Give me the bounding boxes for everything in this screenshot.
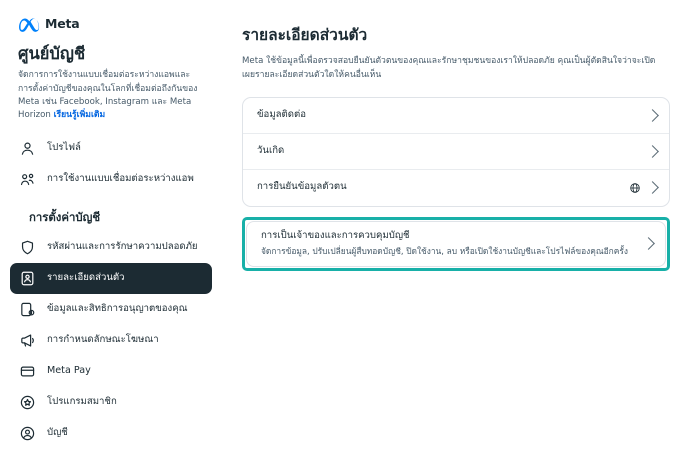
- chevron-right-icon: [646, 181, 659, 194]
- sidebar: [0, 0, 222, 439]
- globe-icon: [629, 182, 641, 194]
- sidebar-item-meta-pay[interactable]: [10, 356, 212, 387]
- sidebar-item-ad-preferences[interactable]: [10, 325, 212, 356]
- row-title: การเป็นเจ้าของและการควบคุมบัญชี: [261, 229, 410, 241]
- page-title: รายละเอียดส่วนตัว: [242, 26, 368, 44]
- sidebar-item-label: โปรไฟล์: [47, 142, 81, 154]
- sidebar-primary-nav: [0, 133, 222, 449]
- row-texts: [257, 145, 640, 158]
- row-right: [644, 239, 653, 248]
- sidebar-description-text: จัดการการใช้งานแบบเชื่อมต่อระหว่างแอพและการตั้งค่าบัญชีของคุณในโลกที่เชื่อมต่อถึงกันของ Meta เช่น Facebook, Instagram และ Meta Horizon: [18, 70, 198, 121]
- sidebar-item-label: ข้อมูลและสิทธิการอนุญาตของคุณ: [47, 303, 188, 315]
- chevron-right-icon: [646, 109, 659, 122]
- chevron-right-icon: [646, 145, 659, 158]
- sidebar-title: ศูนย์บัญชี: [18, 44, 86, 63]
- sidebar-item-password-security[interactable]: [10, 232, 212, 263]
- brand-logo: [0, 12, 222, 37]
- person-icon: [19, 140, 36, 157]
- row-contact-info[interactable]: [243, 98, 669, 134]
- meta-infinity-icon: [18, 17, 40, 31]
- row-texts: [261, 230, 636, 258]
- row-texts: [257, 109, 640, 122]
- row-birthday[interactable]: [243, 134, 669, 170]
- main-content: [222, 0, 700, 406]
- sidebar-item-your-information-permissions[interactable]: [10, 294, 212, 325]
- row-texts: [257, 181, 621, 194]
- personal-details-card: [242, 97, 670, 207]
- sidebar-description: [0, 67, 222, 132]
- learn-more-link[interactable]: เรียนรู้เพิ่มเติม: [53, 110, 106, 121]
- row-subtitle: จัดการข้อมูล, ปรับเปลี่ยนผู้สืบทอดบัญชี, ปิดใช้งาน, ลบ หรือเปิดใช้งานบัญชีและโปรไฟล์ของคุณอีกครั้ง: [261, 245, 628, 256]
- row-title: วันเกิด: [257, 144, 285, 156]
- brand-name: Meta: [45, 16, 80, 31]
- row-account-ownership-and-control[interactable]: [247, 222, 665, 266]
- megaphone-icon: [19, 332, 36, 349]
- row-right: [629, 182, 657, 194]
- sidebar-item-label: การกำหนดลักษณะโฆษณา: [47, 334, 159, 346]
- data-permissions-icon: [19, 301, 36, 318]
- connected-apps-icon: [19, 171, 36, 188]
- account-ownership-highlight: [242, 217, 670, 271]
- row-identity-confirmation[interactable]: [243, 170, 669, 206]
- sidebar-item-label: รหัสผ่านและการรักษาความปลอดภัย: [47, 241, 198, 253]
- sidebar-item-label: การใช้งานแบบเชื่อมต่อระหว่างแอพ: [47, 173, 194, 185]
- sidebar-item-label: Meta Pay: [47, 365, 91, 377]
- shield-icon: [19, 239, 36, 256]
- star-badge-icon: [19, 394, 36, 411]
- row-title: การยืนยันข้อมูลตัวตน: [257, 181, 347, 193]
- row-right: [648, 147, 657, 156]
- account-circle-icon: [19, 425, 36, 442]
- sidebar-item-accounts[interactable]: [10, 418, 212, 449]
- row-right: [648, 111, 657, 120]
- sidebar-item-label: รายละเอียดส่วนตัว: [47, 272, 125, 284]
- sidebar-item-label: บัญชี: [47, 427, 68, 439]
- wallet-icon: [19, 363, 36, 380]
- sidebar-item-personal-details[interactable]: [10, 263, 212, 294]
- row-title: ข้อมูลติดต่อ: [257, 108, 306, 120]
- sidebar-item-connected-experiences[interactable]: [10, 164, 212, 195]
- account-ownership-card: [246, 221, 666, 267]
- sidebar-item-profiles[interactable]: [10, 133, 212, 164]
- chevron-right-icon: [642, 237, 655, 250]
- page-description: Meta ใช้ข้อมูลนี้เพื่อตรวจสอบยืนยันตัวตนของคุณและรักษาชุมชนของเราให้ปลอดภัย คุณเป็นผู้ตัดสินใจว่าจะเปิดเผยรายละเอียดส่วนตัวใดให้คนอื่นเห็น: [242, 56, 656, 80]
- sidebar-item-subscriptions[interactable]: [10, 387, 212, 418]
- sidebar-section-title: การตั้งค่าบัญชี: [29, 209, 101, 224]
- sidebar-item-label: โปรแกรมสมาชิก: [47, 396, 117, 408]
- id-card-icon: [19, 270, 36, 287]
